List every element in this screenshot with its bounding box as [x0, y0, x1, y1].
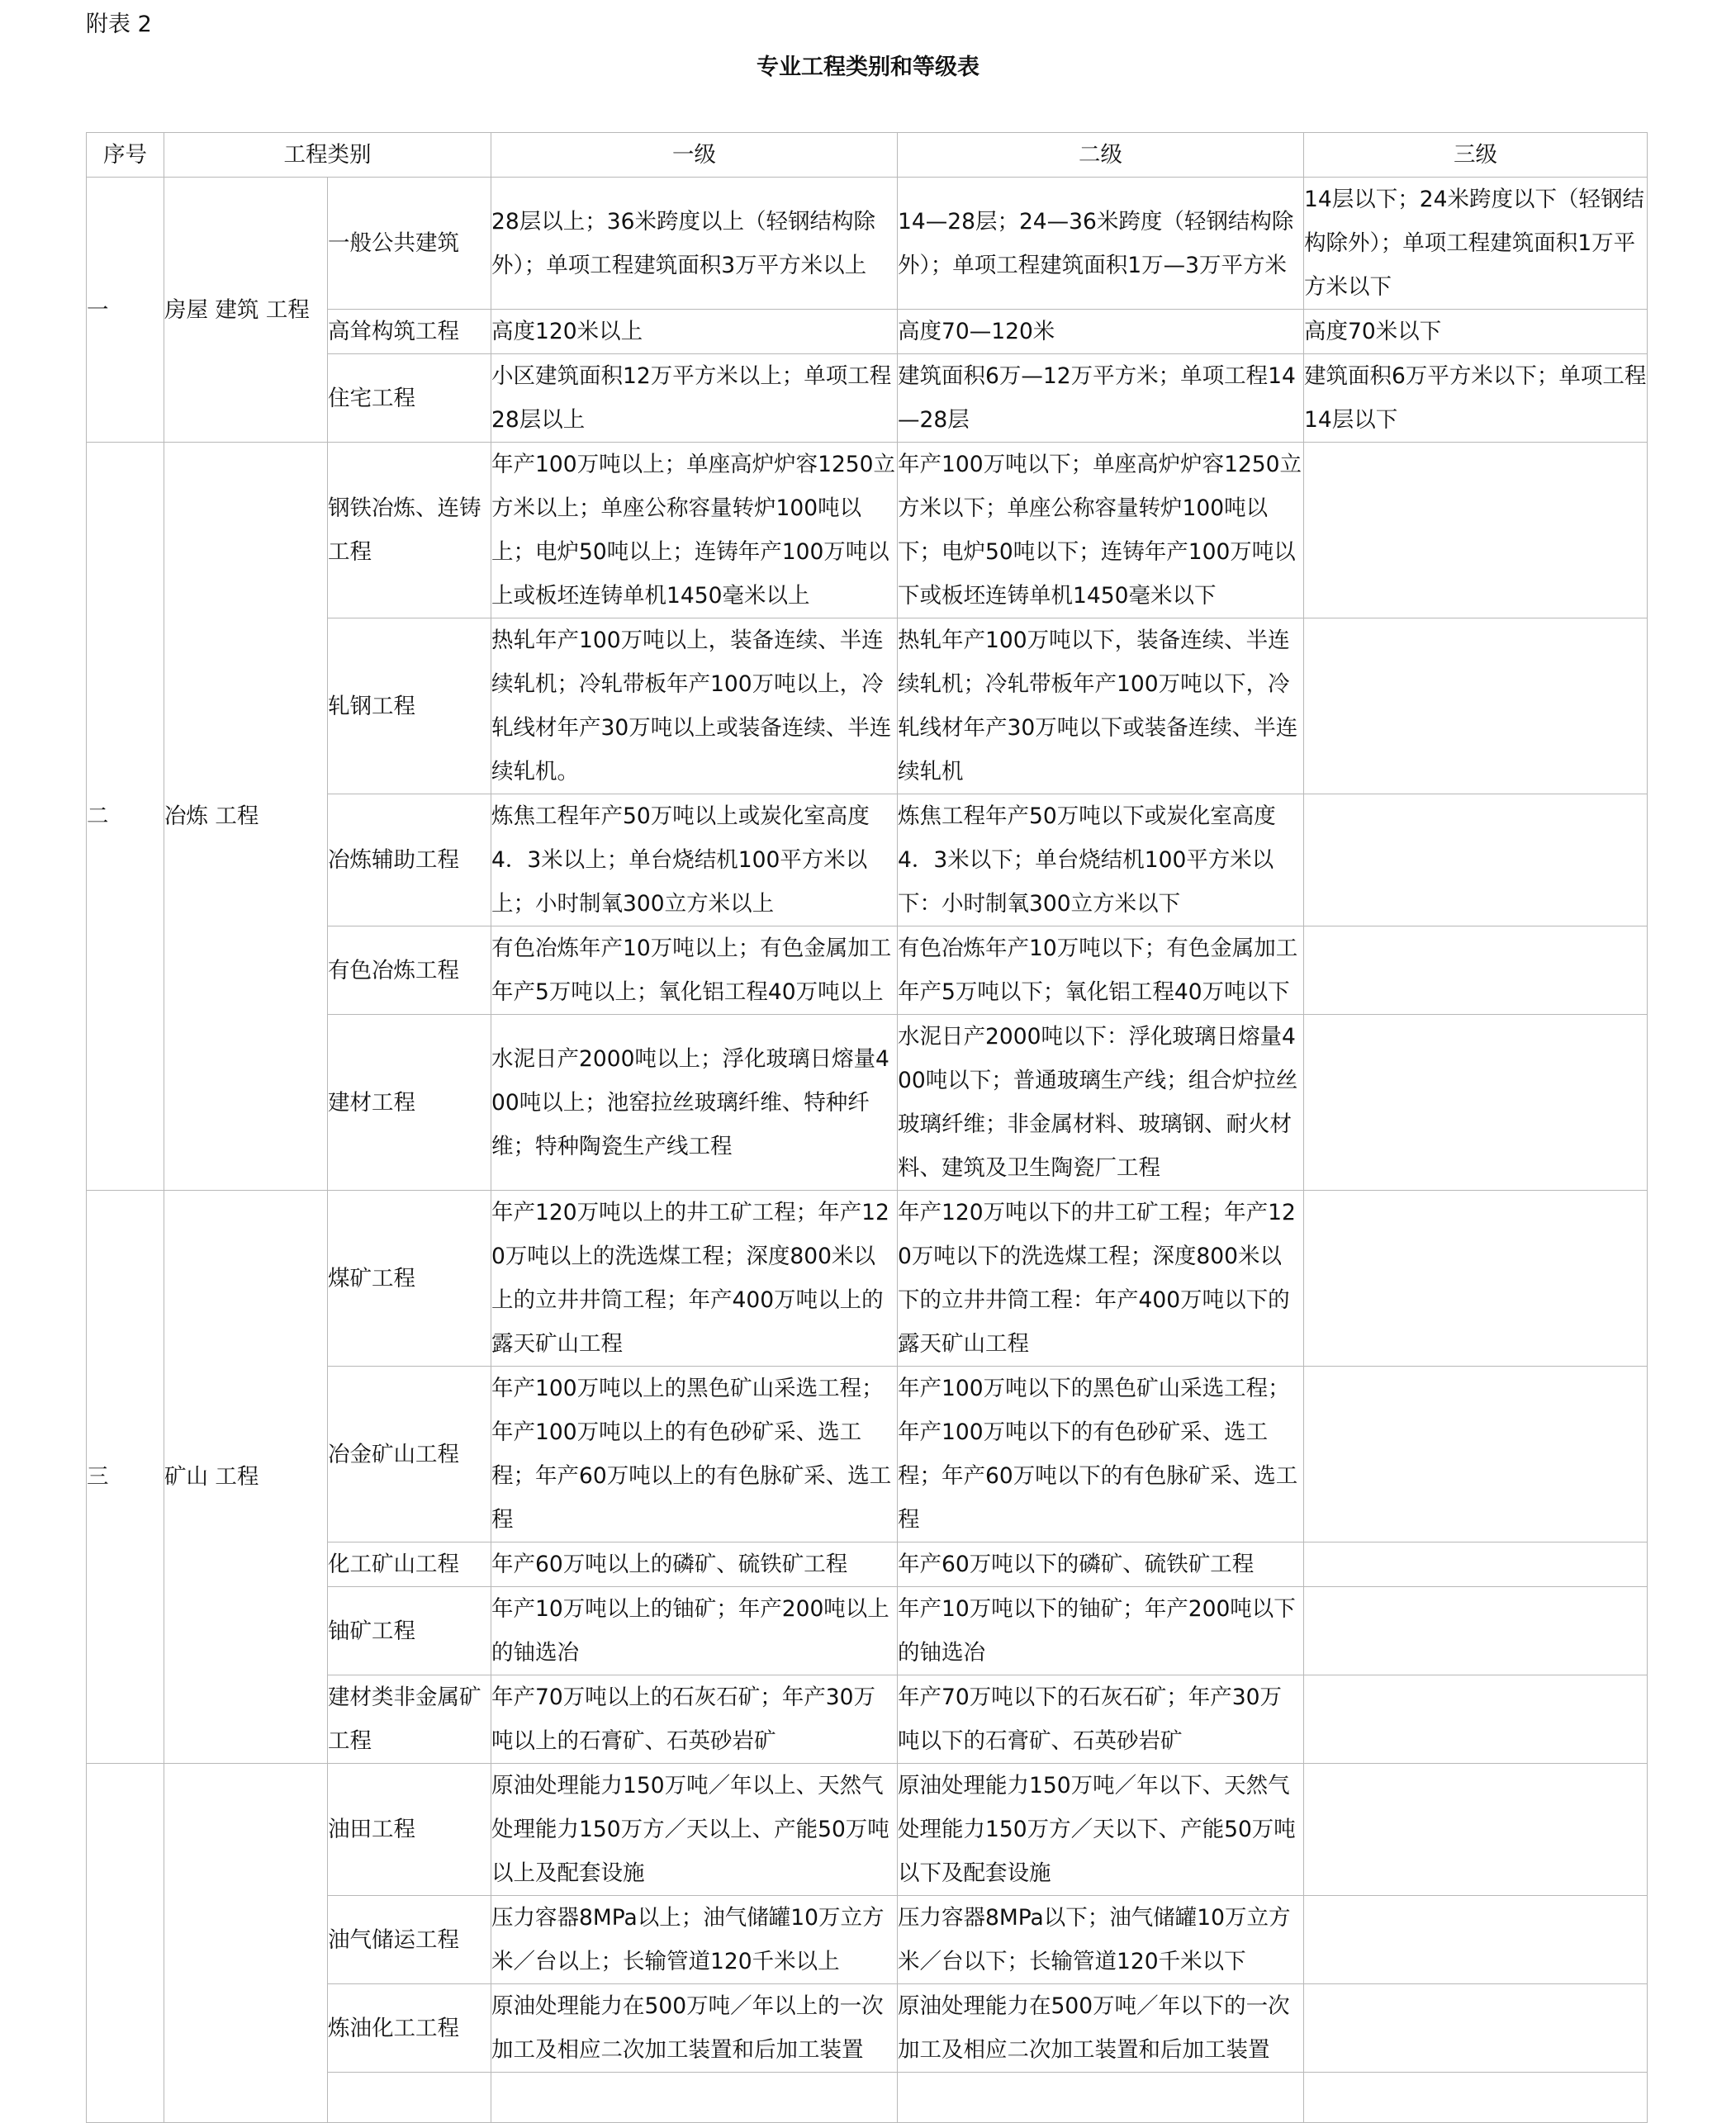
- level2-cell: 年产10万吨以下的铀矿；年产200吨以下的铀选冶: [898, 1587, 1304, 1675]
- level3-cell: [1304, 1675, 1648, 1764]
- subcategory: 建材工程: [328, 1015, 491, 1191]
- subcategory: 轧钢工程: [328, 618, 491, 794]
- level1-cell: 热轧年产100万吨以上，装备连续、半连续轧机；冷轧带板年产100万吨以上，冷轧线材年产30万吨以上或装备连续、半连续轧机。: [491, 618, 898, 794]
- level3-cell: [1304, 1896, 1648, 1984]
- level2-cell: [898, 2073, 1304, 2123]
- grade-table: [86, 132, 1648, 2123]
- subcategory: [328, 2073, 491, 2123]
- level2-cell: 高度70—120米: [898, 310, 1304, 354]
- level3-cell: [1304, 1542, 1648, 1587]
- subcategory: 油田工程: [328, 1764, 491, 1896]
- level1-cell: 炼焦工程年产50万吨以上或炭化室高度4．3米以上；单台烧结机100平方米以上；小时制氧300立方米以上: [491, 794, 898, 926]
- level1-cell: 原油处理能力在500万吨／年以上的一次加工及相应二次加工装置和后加工装置: [491, 1984, 898, 2073]
- group-number: [87, 1764, 164, 2123]
- level2-cell: 原油处理能力在500万吨／年以下的一次加工及相应二次加工装置和后加工装置: [898, 1984, 1304, 2073]
- subcategory: 炼油化工工程: [328, 1984, 491, 2073]
- level2-cell: 原油处理能力150万吨／年以下、天然气处理能力150万方／天以下、产能50万吨以下及配套设施: [898, 1764, 1304, 1896]
- level2-cell: 年产60万吨以下的磷矿、硫铁矿工程: [898, 1542, 1304, 1587]
- level1-cell: [491, 2073, 898, 2123]
- subcategory: 冶金矿山工程: [328, 1367, 491, 1542]
- level1-cell: 年产120万吨以上的井工矿工程；年产120万吨以上的洗选煤工程；深度800米以上的立井井筒工程；年产400万吨以上的露天矿山工程: [491, 1191, 898, 1367]
- header-level1: 一级: [491, 133, 898, 178]
- subcategory: 建材类非金属矿工程: [328, 1675, 491, 1764]
- appendix-label: 附表 2: [86, 12, 152, 37]
- level1-cell: 小区建筑面积12万平方米以上；单项工程28层以上: [491, 354, 898, 443]
- subcategory: 化工矿山工程: [328, 1542, 491, 1587]
- table-row: [87, 1764, 1648, 1896]
- group-number: 三: [87, 1191, 164, 1764]
- group-name: [164, 1764, 328, 2123]
- level1-cell: 高度120米以上: [491, 310, 898, 354]
- level3-cell: [1304, 2073, 1648, 2123]
- level1-cell: 原油处理能力150万吨／年以上、天然气处理能力150万方／天以上、产能50万吨以上及配套设施: [491, 1764, 898, 1896]
- level1-cell: 水泥日产2000吨以上；浮化玻璃日熔量400吨以上；池窑拉丝玻璃纤维、特种纤维；特种陶瓷生产线工程: [491, 1015, 898, 1191]
- group-number: 二: [87, 443, 164, 1191]
- level1-cell: 有色冶炼年产10万吨以上；有色金属加工年产5万吨以上；氧化铝工程40万吨以上: [491, 926, 898, 1015]
- level3-cell: [1304, 794, 1648, 926]
- level3-cell: [1304, 1984, 1648, 2073]
- header-no: 序号: [87, 133, 164, 178]
- level1-cell: 压力容器8MPa以上；油气储罐10万立方米／台以上；长输管道120千米以上: [491, 1896, 898, 1984]
- header-row: [87, 133, 1648, 178]
- level3-cell: [1304, 926, 1648, 1015]
- level3-cell: [1304, 1191, 1648, 1367]
- level1-cell: 年产10万吨以上的铀矿；年产200吨以上的铀选冶: [491, 1587, 898, 1675]
- group-name: 房屋 建筑 工程: [164, 178, 328, 443]
- level3-cell: 高度70米以下: [1304, 310, 1648, 354]
- table-row: [87, 443, 1648, 618]
- level2-cell: 年产70万吨以下的石灰石矿；年产30万吨以下的石膏矿、石英砂岩矿: [898, 1675, 1304, 1764]
- level3-cell: [1304, 1587, 1648, 1675]
- table-row: [87, 178, 1648, 310]
- header-category: 工程类别: [164, 133, 491, 178]
- header-level3: 三级: [1304, 133, 1648, 178]
- level2-cell: 热轧年产100万吨以下，装备连续、半连续轧机；冷轧带板年产100万吨以下，冷轧线材年产30万吨以下或装备连续、半连续轧机: [898, 618, 1304, 794]
- group-name: 矿山 工程: [164, 1191, 328, 1764]
- page-title: 专业工程类别和等级表: [757, 54, 979, 80]
- level2-cell: 炼焦工程年产50万吨以下或炭化室高度4．3米以下；单台烧结机100平方米以下：小时制氧300立方米以下: [898, 794, 1304, 926]
- level3-cell: [1304, 1015, 1648, 1191]
- subcategory: 冶炼辅助工程: [328, 794, 491, 926]
- group-number: 一: [87, 178, 164, 443]
- level2-cell: 年产120万吨以下的井工矿工程；年产120万吨以下的洗选煤工程；深度800米以下的立井井筒工程：年产400万吨以下的露天矿山工程: [898, 1191, 1304, 1367]
- subcategory: 高耸构筑工程: [328, 310, 491, 354]
- table-row: [87, 1191, 1648, 1367]
- level1-cell: 年产60万吨以上的磷矿、硫铁矿工程: [491, 1542, 898, 1587]
- level1-cell: 28层以上；36米跨度以上（轻钢结构除外）；单项工程建筑面积3万平方米以上: [491, 178, 898, 310]
- subcategory: 一般公共建筑: [328, 178, 491, 310]
- subcategory: 住宅工程: [328, 354, 491, 443]
- group-name: 冶炼 工程: [164, 443, 328, 1191]
- level3-cell: [1304, 1764, 1648, 1896]
- level3-cell: 14层以下；24米跨度以下（轻钢结构除外）；单项工程建筑面积1万平方米以下: [1304, 178, 1648, 310]
- level3-cell: [1304, 618, 1648, 794]
- level2-cell: 年产100万吨以下；单座高炉炉容1250立方米以下；单座公称容量转炉100吨以下；电炉50吨以下；连铸年产100万吨以下或板坯连铸单机1450毫米以下: [898, 443, 1304, 618]
- subcategory: 钢铁冶炼、连铸工程: [328, 443, 491, 618]
- level2-cell: 水泥日产2000吨以下：浮化玻璃日熔量400吨以下；普通玻璃生产线；组合炉拉丝玻璃纤维；非金属材料、玻璃钢、耐火材料、建筑及卫生陶瓷厂工程: [898, 1015, 1304, 1191]
- level2-cell: 年产100万吨以下的黑色矿山采选工程；年产100万吨以下的有色砂矿采、选工程；年产60万吨以下的有色脉矿采、选工程: [898, 1367, 1304, 1542]
- header-level2: 二级: [898, 133, 1304, 178]
- level1-cell: 年产70万吨以上的石灰石矿；年产30万吨以上的石膏矿、石英砂岩矿: [491, 1675, 898, 1764]
- level2-cell: 14—28层；24—36米跨度（轻钢结构除外）；单项工程建筑面积1万—3万平方米: [898, 178, 1304, 310]
- level3-cell: [1304, 443, 1648, 618]
- level2-cell: 有色冶炼年产10万吨以下；有色金属加工年产5万吨以下；氧化铝工程40万吨以下: [898, 926, 1304, 1015]
- level3-cell: [1304, 1367, 1648, 1542]
- level2-cell: 建筑面积6万—12万平方米；单项工程14—28层: [898, 354, 1304, 443]
- subcategory: 油气储运工程: [328, 1896, 491, 1984]
- subcategory: 煤矿工程: [328, 1191, 491, 1367]
- level2-cell: 压力容器8MPa以下；油气储罐10万立方米／台以下；长输管道120千米以下: [898, 1896, 1304, 1984]
- subcategory: 铀矿工程: [328, 1587, 491, 1675]
- level1-cell: 年产100万吨以上的黑色矿山采选工程；年产100万吨以上的有色砂矿采、选工程；年产60万吨以上的有色脉矿采、选工程: [491, 1367, 898, 1542]
- level1-cell: 年产100万吨以上；单座高炉炉容1250立方米以上；单座公称容量转炉100吨以上；电炉50吨以上；连铸年产100万吨以上或板坯连铸单机1450毫米以上: [491, 443, 898, 618]
- level3-cell: 建筑面积6万平方米以下；单项工程14层以下: [1304, 354, 1648, 443]
- subcategory: 有色冶炼工程: [328, 926, 491, 1015]
